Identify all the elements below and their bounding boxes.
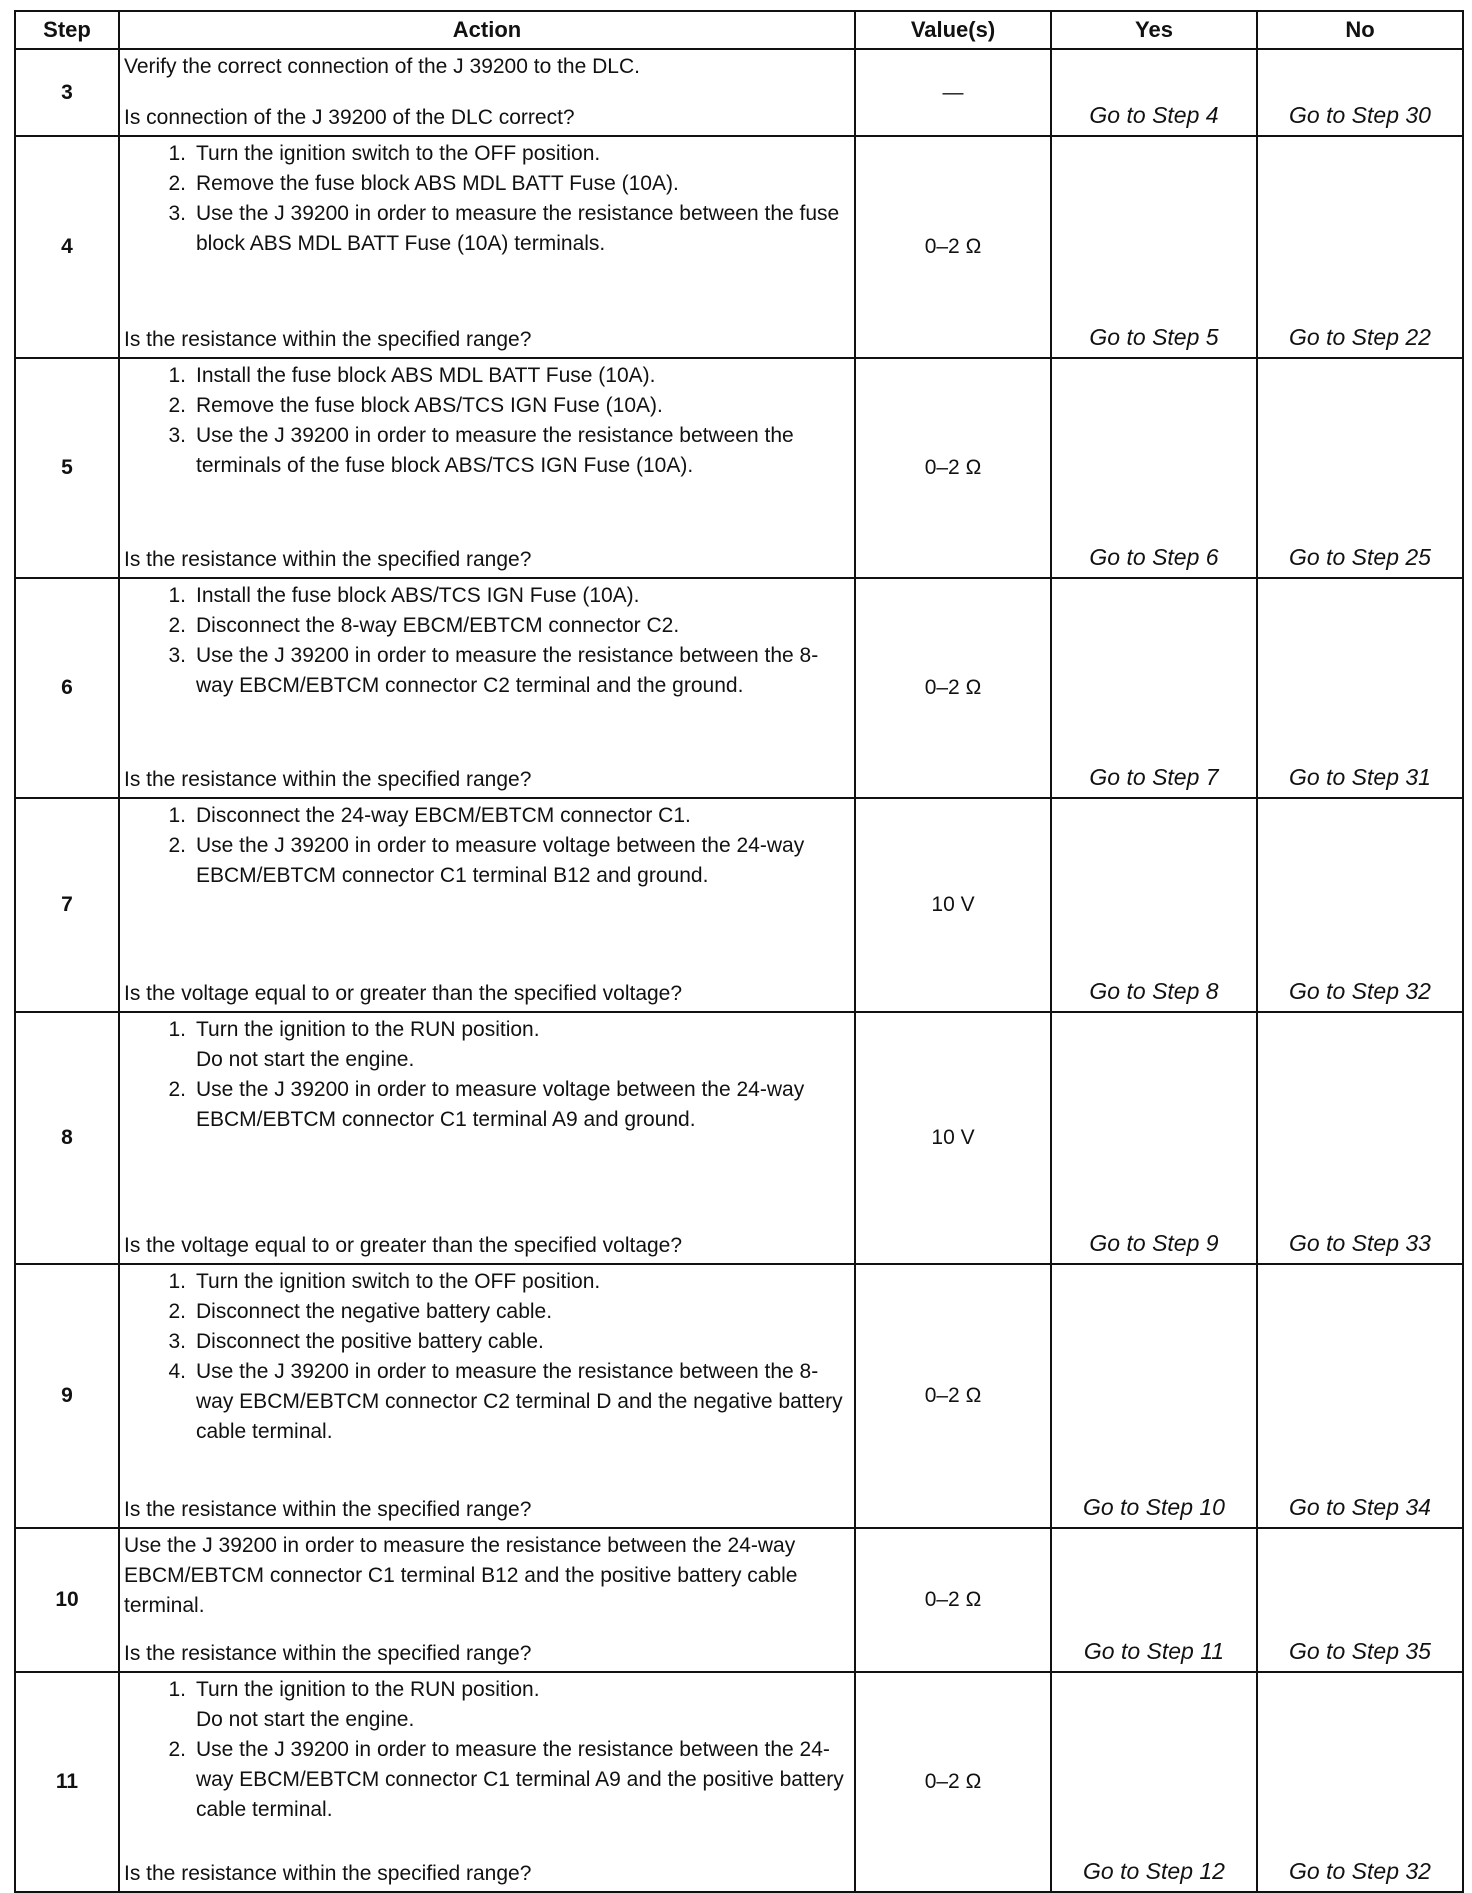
action-item-number: 1. <box>168 584 186 607</box>
action-content <box>124 1531 848 1669</box>
action-item-number <box>124 1705 196 1735</box>
action-item <box>124 1045 848 1075</box>
value-cell: 0–2 Ω <box>855 1528 1051 1672</box>
action-item <box>124 1327 848 1357</box>
yes-goto-link[interactable]: Go to Step 8 <box>1051 798 1257 1012</box>
action-item <box>124 1297 848 1327</box>
action-item-text: Remove the fuse block ABS/TCS IGN Fuse (10A). <box>196 394 663 417</box>
action-question: Is the voltage equal to or greater than the specified voltage? <box>124 982 683 1005</box>
action-item <box>124 421 848 481</box>
action-steps <box>124 1267 848 1447</box>
yes-goto-link[interactable]: Go to Step 6 <box>1051 358 1257 578</box>
action-steps <box>124 1531 848 1621</box>
action-item <box>124 139 848 169</box>
value-cell: 0–2 Ω <box>855 578 1051 798</box>
action-item <box>124 1705 848 1735</box>
table-row <box>15 1528 1463 1672</box>
yes-goto-link[interactable]: Go to Step 9 <box>1051 1012 1257 1264</box>
action-item-text: Use the J 39200 in order to measure the resistance between the fuse block ABS MDL BATT Fuse (10A) terminals. <box>196 202 840 255</box>
action-steps <box>124 361 848 481</box>
action-item-text: Turn the ignition switch to the OFF position. <box>196 142 601 165</box>
table-body <box>15 49 1463 1892</box>
header-step: Step <box>15 11 119 49</box>
action-item <box>124 641 848 701</box>
action-item-number <box>124 1045 196 1075</box>
value-cell: 0–2 Ω <box>855 1672 1051 1892</box>
action-item-number: 3. <box>168 1330 186 1353</box>
table-row <box>15 358 1463 578</box>
step-number: 10 <box>15 1528 119 1672</box>
action-item-number: 3. <box>168 424 186 447</box>
action-question: Is the resistance within the specified range? <box>124 548 532 571</box>
value-cell: 10 V <box>855 798 1051 1012</box>
action-steps <box>124 1675 848 1825</box>
action-content <box>124 361 848 575</box>
action-item-text: Install the fuse block ABS/TCS IGN Fuse (10A). <box>196 584 640 607</box>
step-number: 7 <box>15 798 119 1012</box>
action-item <box>124 199 848 259</box>
table-row <box>15 136 1463 358</box>
diagnostic-table-sheet <box>14 10 1462 1893</box>
action-cell <box>119 136 855 358</box>
action-item <box>124 1735 848 1825</box>
action-item <box>124 1267 848 1297</box>
action-item-text: Disconnect the 8-way EBCM/EBTCM connector C2. <box>196 614 680 637</box>
action-cell <box>119 1264 855 1528</box>
action-item-number: 2. <box>168 1738 186 1761</box>
action-item-number: 2. <box>168 1300 186 1323</box>
value-cell: 0–2 Ω <box>855 358 1051 578</box>
action-item <box>124 801 848 831</box>
action-content <box>124 1015 848 1261</box>
action-cell <box>119 578 855 798</box>
action-question: Is the resistance within the specified range? <box>124 1642 532 1665</box>
no-goto-link[interactable]: Go to Step 32 <box>1257 1672 1463 1892</box>
action-question: Is the resistance within the specified range? <box>124 768 532 791</box>
action-line: Use the J 39200 in order to measure the resistance between the 24-way EBCM/EBTCM connector C1 terminal B12 and the positive battery cable terminal. <box>124 1534 798 1617</box>
action-item <box>124 361 848 391</box>
action-item-text: Use the J 39200 in order to measure the resistance between the 24-way EBCM/EBTCM connector C1 terminal A9 and the positive battery cable terminal. <box>196 1738 844 1821</box>
table-row <box>15 798 1463 1012</box>
step-number: 6 <box>15 578 119 798</box>
action-steps <box>124 52 848 82</box>
action-item-number: 1. <box>168 142 186 165</box>
no-goto-link[interactable]: Go to Step 25 <box>1257 358 1463 578</box>
action-item-text: Use the J 39200 in order to measure the resistance between the 8-way EBCM/EBTCM connector C2 terminal D and the negative battery cable terminal. <box>196 1360 843 1443</box>
action-item-text: Turn the ignition switch to the OFF position. <box>196 1270 601 1293</box>
value-cell: 0–2 Ω <box>855 136 1051 358</box>
action-item-text: Install the fuse block ABS MDL BATT Fuse (10A). <box>196 364 656 387</box>
action-content <box>124 139 848 355</box>
step-number: 9 <box>15 1264 119 1528</box>
action-item <box>124 581 848 611</box>
no-goto-link[interactable]: Go to Step 33 <box>1257 1012 1463 1264</box>
yes-goto-link[interactable]: Go to Step 5 <box>1051 136 1257 358</box>
action-item <box>124 391 848 421</box>
action-question: Is the resistance within the specified range? <box>124 1498 532 1521</box>
action-item-text: Use the J 39200 in order to measure the resistance between the terminals of the fuse block ABS/TCS IGN Fuse (10A). <box>196 424 794 477</box>
action-item <box>124 611 848 641</box>
no-goto-link[interactable]: Go to Step 22 <box>1257 136 1463 358</box>
action-item <box>124 1015 848 1045</box>
action-item-text: Use the J 39200 in order to measure the resistance between the 8-way EBCM/EBTCM connector C2 terminal and the ground. <box>196 644 819 697</box>
action-steps <box>124 801 848 891</box>
action-question: Is the resistance within the specified range? <box>124 328 532 351</box>
action-content <box>124 1267 848 1525</box>
no-goto-link[interactable]: Go to Step 34 <box>1257 1264 1463 1528</box>
action-item-text: Disconnect the positive battery cable. <box>196 1330 544 1353</box>
action-line: Verify the correct connection of the J 39200 to the DLC. <box>124 55 640 78</box>
action-cell <box>119 798 855 1012</box>
action-item-text: Turn the ignition to the RUN position. <box>196 1678 540 1701</box>
action-item-text: Use the J 39200 in order to measure voltage between the 24-way EBCM/EBTCM connector C1 terminal B12 and ground. <box>196 834 805 887</box>
header-yes: Yes <box>1051 11 1257 49</box>
step-number: 8 <box>15 1012 119 1264</box>
action-item <box>124 1357 848 1447</box>
action-item-text: Do not start the engine. <box>196 1708 415 1731</box>
yes-goto-link[interactable]: Go to Step 12 <box>1051 1672 1257 1892</box>
action-steps <box>124 1015 848 1135</box>
action-item-number: 3. <box>168 644 186 667</box>
no-goto-link[interactable]: Go to Step 32 <box>1257 798 1463 1012</box>
action-item-number: 1. <box>168 364 186 387</box>
no-goto-link[interactable]: Go to Step 30 <box>1257 49 1463 136</box>
table-row <box>15 1672 1463 1892</box>
action-cell <box>119 1672 855 1892</box>
action-item-text: Remove the fuse block ABS MDL BATT Fuse (10A). <box>196 172 679 195</box>
action-item-number: 1. <box>168 1018 186 1041</box>
value-cell: — <box>855 49 1051 136</box>
step-number: 11 <box>15 1672 119 1892</box>
action-content <box>124 581 848 795</box>
yes-goto-link[interactable]: Go to Step 11 <box>1051 1528 1257 1672</box>
action-content <box>124 801 848 1009</box>
action-steps <box>124 139 848 259</box>
action-item-text: Disconnect the 24-way EBCM/EBTCM connector C1. <box>196 804 691 827</box>
header-row <box>15 11 1463 49</box>
action-item <box>124 1675 848 1705</box>
action-content <box>124 1675 848 1889</box>
action-item-number: 1. <box>168 804 186 827</box>
action-item-number: 3. <box>168 202 186 225</box>
table-row <box>15 578 1463 798</box>
action-item-number: 2. <box>168 1078 186 1101</box>
action-item <box>124 831 848 891</box>
value-cell: 10 V <box>855 1012 1051 1264</box>
step-number: 5 <box>15 358 119 578</box>
step-number: 3 <box>15 49 119 136</box>
action-question: Is the resistance within the specified range? <box>124 1862 532 1885</box>
step-number: 4 <box>15 136 119 358</box>
yes-goto-link[interactable]: Go to Step 7 <box>1051 578 1257 798</box>
action-item-text: Use the J 39200 in order to measure voltage between the 24-way EBCM/EBTCM connector C1 terminal A9 and ground. <box>196 1078 805 1131</box>
action-cell <box>119 1012 855 1264</box>
yes-goto-link[interactable]: Go to Step 4 <box>1051 49 1257 136</box>
action-cell <box>119 49 855 136</box>
table-row <box>15 1264 1463 1528</box>
no-goto-link[interactable]: Go to Step 31 <box>1257 578 1463 798</box>
action-item-number: 1. <box>168 1678 186 1701</box>
yes-goto-link[interactable]: Go to Step 10 <box>1051 1264 1257 1528</box>
header-no: No <box>1257 11 1463 49</box>
action-item-number: 2. <box>168 614 186 637</box>
action-item-number: 2. <box>168 172 186 195</box>
table-row <box>15 1012 1463 1264</box>
action-item-text: Turn the ignition to the RUN position. <box>196 1018 540 1041</box>
action-question: Is connection of the J 39200 of the DLC correct? <box>124 106 575 129</box>
action-item <box>124 169 848 199</box>
action-cell <box>119 358 855 578</box>
diagnostic-table <box>14 10 1464 1893</box>
value-cell: 0–2 Ω <box>855 1264 1051 1528</box>
header-values: Value(s) <box>855 11 1051 49</box>
action-item-number: 1. <box>168 1270 186 1293</box>
action-item-number: 2. <box>168 834 186 857</box>
action-item <box>124 1075 848 1135</box>
action-item-text: Do not start the engine. <box>196 1048 415 1071</box>
action-item-number: 4. <box>168 1360 186 1383</box>
no-goto-link[interactable]: Go to Step 35 <box>1257 1528 1463 1672</box>
table-row <box>15 49 1463 136</box>
action-item-number: 2. <box>168 394 186 417</box>
action-item-text: Disconnect the negative battery cable. <box>196 1300 553 1323</box>
action-content <box>124 52 848 133</box>
action-steps <box>124 581 848 701</box>
action-cell <box>119 1528 855 1672</box>
action-question: Is the voltage equal to or greater than the specified voltage? <box>124 1234 683 1257</box>
header-action: Action <box>119 11 855 49</box>
